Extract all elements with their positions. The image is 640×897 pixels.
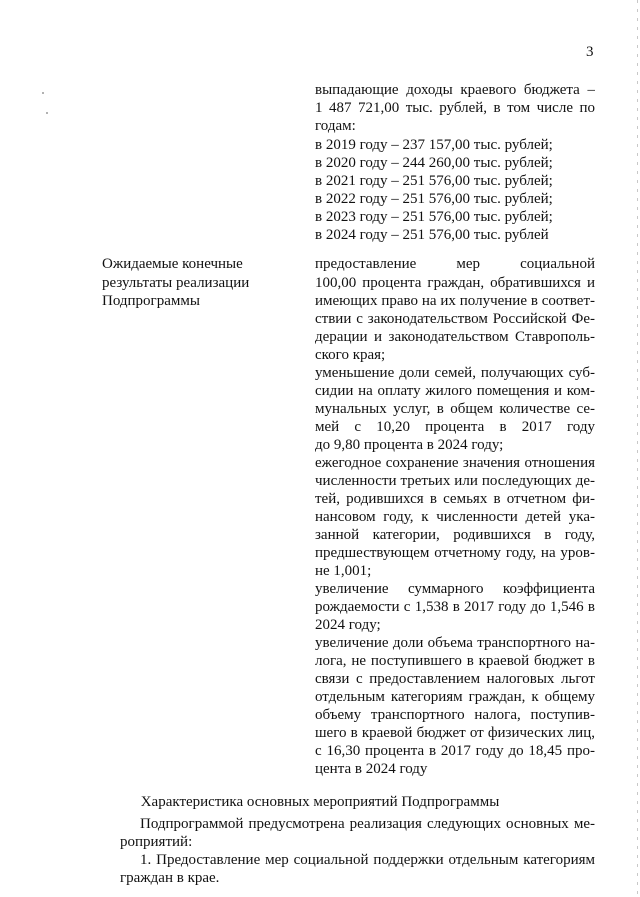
financing-line: в 2022 году – 251 576,00 тыс. рублей; [315,191,553,207]
results-line: лога, не поступившего в краевой бюджет в [315,653,595,669]
results-line: с 16,30 процента в 2017 году до 18,45 про- [315,743,595,759]
financing-line: в 2019 году – 237 157,00 тыс. рублей; [315,137,553,153]
results-line: уменьшение доли семей, получающих суб- [315,365,595,381]
results-line: мей с 10,20 процента в 2017 году [315,419,595,435]
results-line: шего в краевой бюджет от физических лиц, [315,725,595,741]
body-line: граждан в крае. [120,870,220,886]
results-label-line: результаты реализации [102,275,250,291]
financing-line: в 2020 году – 244 260,00 тыс. рублей; [315,155,553,171]
results-line: объему транспортного налога, поступив- [315,707,595,723]
results-line: численности третьих или последующих де- [315,473,595,489]
results-line: дерации и законодательством Ставрополь- [315,329,595,345]
financing-line: годам: [315,118,356,134]
financing-line: в 2023 году – 251 576,00 тыс. рублей; [315,209,553,225]
scan-speck [42,92,44,94]
page-number: 3 [586,44,594,60]
section-heading: Характеристика основных мероприятий Подпрограммы [140,794,500,810]
results-line: мунальных услуг, в общем количестве се- [315,401,595,417]
results-line: имеющих право на их получение в соответ- [315,293,595,309]
financing-line: 1 487 721,00 тыс. рублей, в том числе по [315,100,595,116]
results-label-line: Подпрограммы [102,293,200,309]
scan-speck [46,112,48,114]
body-line: Подпрограммой предусмотрена реализация следующих основных ме- [140,816,595,832]
results-line: увеличение суммарного коэффициента [315,581,595,597]
results-line: предоставление мер социальной [315,256,595,272]
results-line: 2024 году; [315,617,381,633]
financing-line: в 2021 году – 251 576,00 тыс. рублей; [315,173,553,189]
results-line: не 1,001; [315,563,372,579]
results-line: занной категории, родившихся в году, [315,527,595,543]
results-line: тей, родившихся в семьях в отчетном фи- [315,491,595,507]
financing-line: выпадающие доходы краевого бюджета – [315,82,595,98]
results-line: отдельным категориям граждан, к общему [315,689,595,705]
results-line: ствии с законодательством Российской Фе- [315,311,595,327]
results-line: до 9,80 процента в 2024 году; [315,437,504,453]
results-line: увеличение доли объема транспортного на- [315,635,595,651]
results-line: предшествующем отчетному году, на уров- [315,545,595,561]
results-line: сидии на оплату жилого помещения и ком- [315,383,595,399]
results-line: 100,00 процента граждан, обратившихся и [315,275,595,291]
body-line: роприятий: [120,834,193,850]
results-line: ежегодное сохранение значения отношения [315,455,595,471]
results-line: связи с предоставлением налоговых льгот [315,671,595,687]
results-line: рождаемости с 1,538 в 2017 году до 1,546 в [315,599,595,615]
results-line: нансовом году, к численности детей ука- [315,509,595,525]
body-line: 1. Предоставление мер социальной поддержки отдельным категориям [140,852,595,868]
results-line: цента в 2024 году [315,761,428,777]
scan-edge-artifact [637,0,638,897]
results-line: ского края; [315,347,386,363]
financing-line: в 2024 году – 251 576,00 тыс. рублей [315,227,549,243]
results-label-line: Ожидаемые конечные [102,256,243,272]
